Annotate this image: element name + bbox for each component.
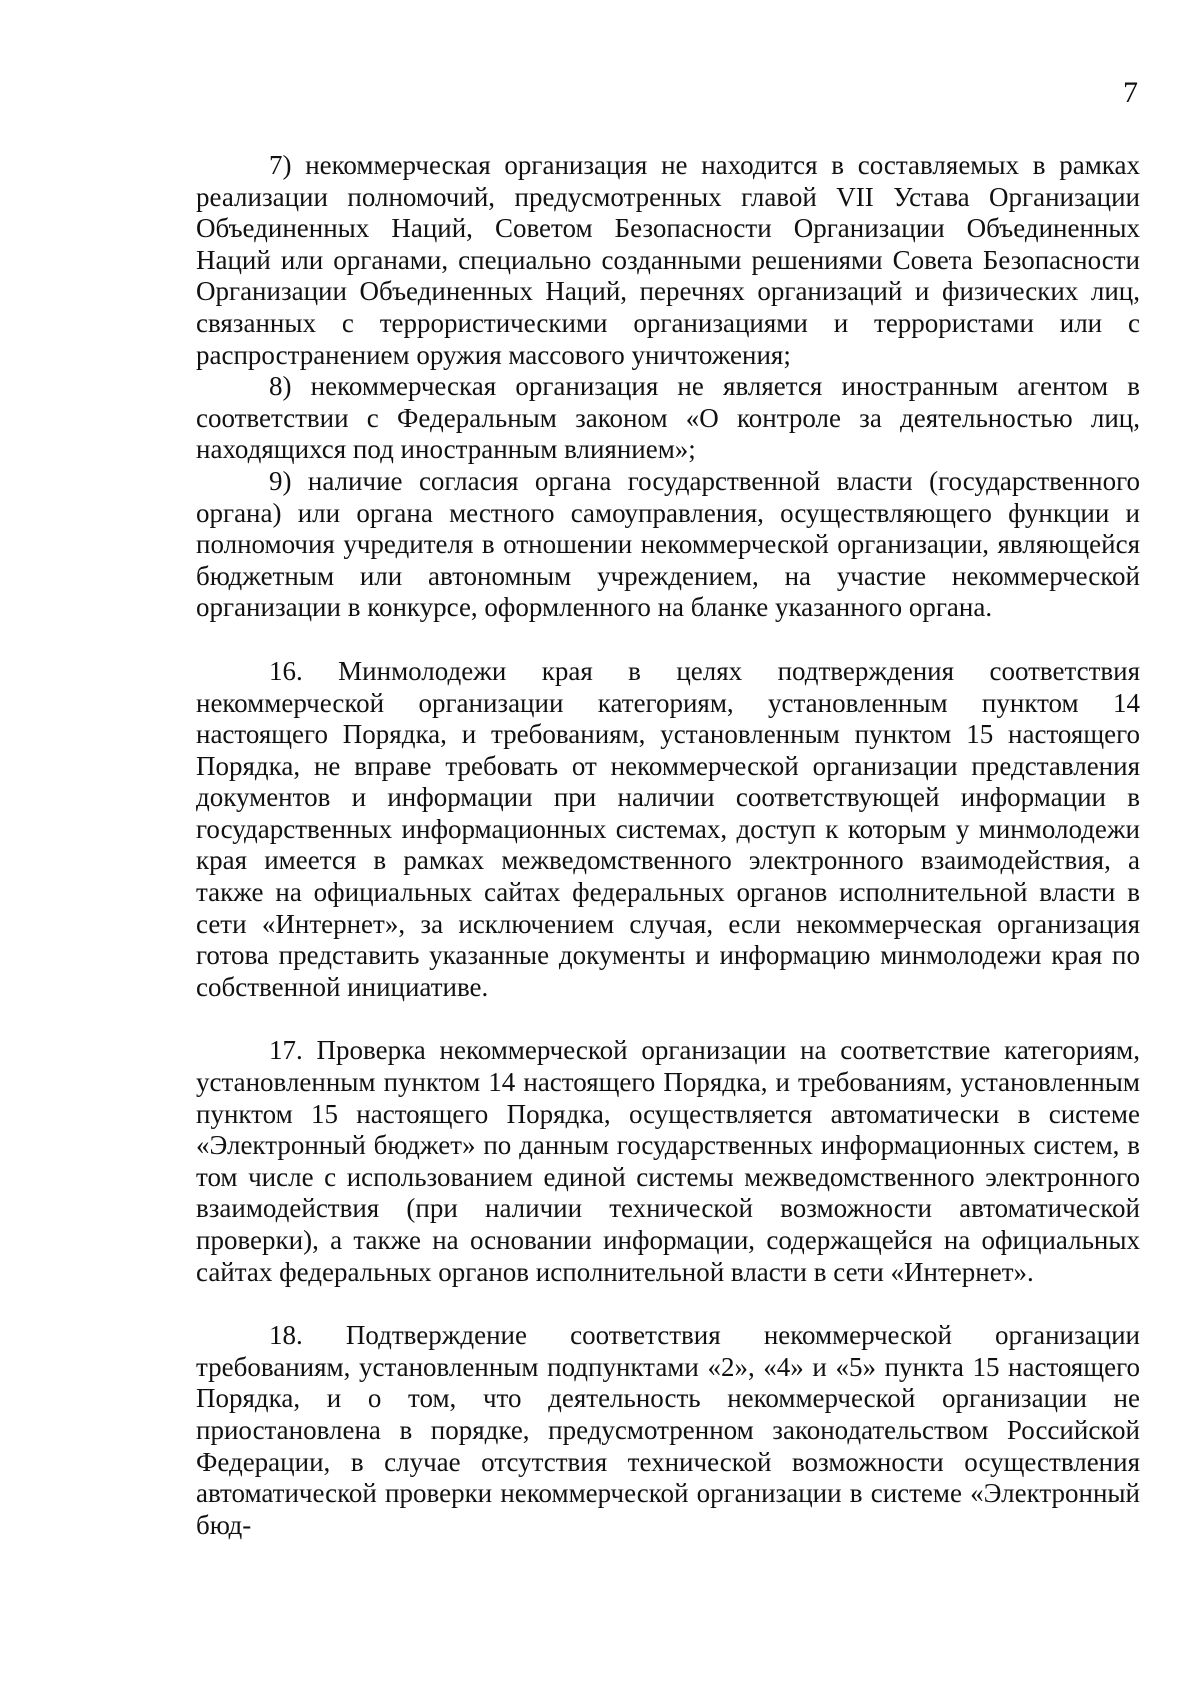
paragraph-section-16: 16. Минмолодежи края в целях подтверждения соответствия некоммерческой организации категориям, установленным пунктом 14 настоящего Порядка, и требованиям, установленным пунктом 15 настоящего Порядка, не вправе требовать от некоммерческой организации представления документов и информации при наличии соответствующей информации в государственных информационных системах, доступ к которым у минмолодежи края имеется в рамках межведомственного электронного взаимодействия, а также на официальных сайтах федеральных органов исполнительной власти в сети «Интернет», за исключением случая, если некоммерческая организация готова представить указанные документы и информацию минмолодежи края по собственной инициативе. <box>196 655 1140 1002</box>
paragraph-item-9: 9) наличие согласия органа государственной власти (государственного органа) или органа местного самоуправления, осуществляющего функции и полномочия учредителя в отношении некоммерческой организации, являющейся бюджетным или автономным учреждением, на участие некоммерческой организации в конкурсе, оформленного на бланке указанного органа. <box>196 465 1140 623</box>
page-number: 7 <box>1123 76 1138 109</box>
paragraph-item-8: 8) некоммерческая организация не является иностранным агентом в соответствии с Федеральным законом «О контроле за деятельностью лиц, находящихся под иностранным влиянием»; <box>196 371 1140 465</box>
document-body <box>196 150 1140 1541</box>
paragraph-section-17: 17. Проверка некоммерческой организации на соответствие категориям, установленным пунктом 14 настоящего Порядка, и требованиям, установленным пунктом 15 настоящего Порядка, осуществляется автоматически в системе «Электронный бюджет» по данным государственных информационных систем, в том числе с использованием единой системы межведомственного электронного взаимодействия (при наличии технической возможности автоматической проверки), а также на основании информации, содержащейся на официальных сайтах федеральных органов исполнительной власти в сети «Интернет». <box>196 1035 1140 1287</box>
paragraph-item-7: 7) некоммерческая организация не находится в составляемых в рамках реализации полномочий, предусмотренных главой VII Устава Организации Объединенных Наций, Советом Безопасности Организации Объединенных Наций или органами, специально созданными решениями Совета Безопасности Организации Объединенных Наций, перечнях организаций и физических лиц, связанных с террористическими организациями и террористами или с распространением оружия массового уничтожения; <box>196 150 1140 370</box>
paragraph-section-18: 18. Подтверждение соответствия некоммерческой организации требованиям, установленным подпунктами «2», «4» и «5» пункта 15 настоящего Порядка, и о том, что деятельность некоммерческой организации не приостановлена в порядке, предусмотренном законодательством Российской Федерации, в случае отсутствия технической возможности осуществления автоматической проверки некоммерческой организации в системе «Электронный бюд- <box>196 1320 1140 1540</box>
